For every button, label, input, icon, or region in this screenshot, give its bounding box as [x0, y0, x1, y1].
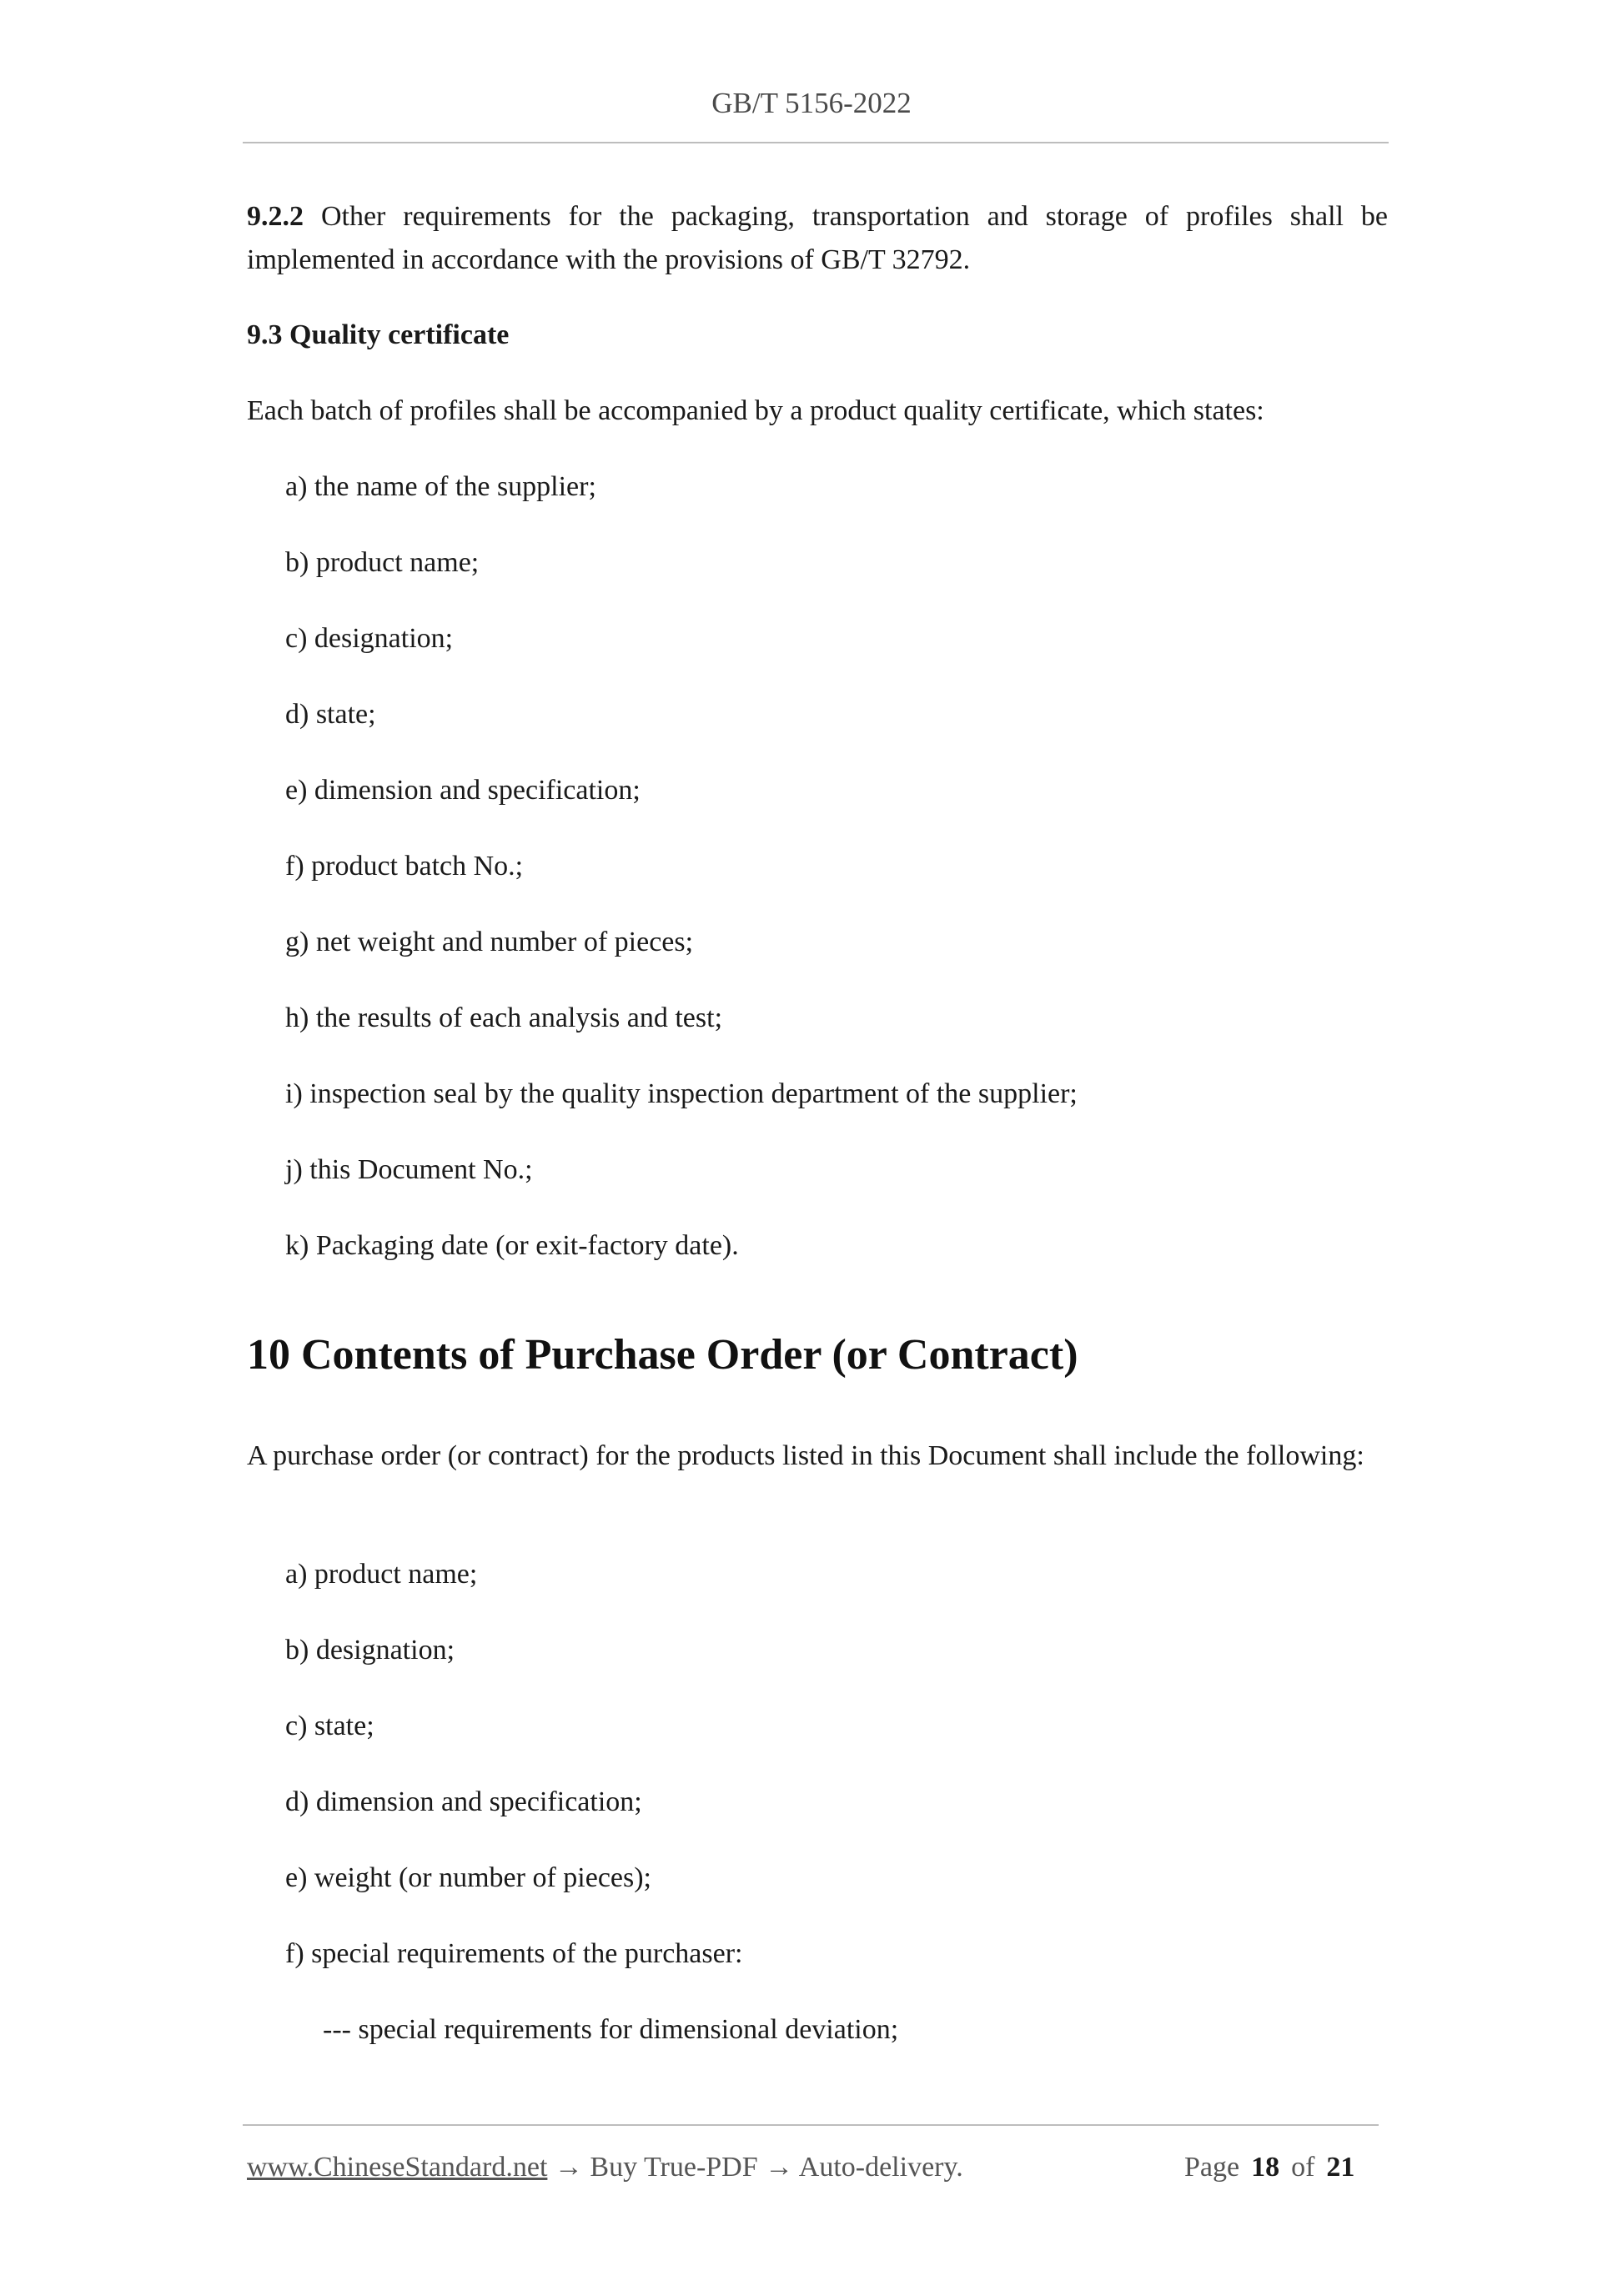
page-current: 18	[1251, 2152, 1280, 2183]
clause-number: 9.2.2	[247, 201, 304, 232]
list-item: c) state;	[285, 1711, 374, 1741]
auto-delivery-text: Auto-delivery.	[798, 2152, 963, 2183]
footer-rule	[243, 2124, 1379, 2126]
list-item: f) product batch No.;	[285, 851, 524, 882]
list-item: g) net weight and number of pieces;	[285, 927, 694, 957]
header-rule	[243, 142, 1389, 143]
arrow-right-icon: →	[554, 2152, 583, 2183]
list-item: a) the name of the supplier;	[285, 471, 596, 502]
list-item: b) designation;	[285, 1635, 455, 1665]
paragraph-10-intro: A purchase order (or contract) for the products listed in this Document shall include the following:	[247, 1440, 1364, 1471]
page-number	[1184, 2147, 1354, 2188]
sub-list-item: --- special requirements for dimensional deviation;	[323, 2014, 899, 2045]
list-item: j) this Document No.;	[285, 1154, 533, 1185]
list-item: e) weight (or number of pieces);	[285, 1862, 651, 1893]
clause-text: Other requirements for the packaging, transportation and storage of profiles shall be implemented in accordance with the provisions of GB/T 32792.	[247, 201, 1389, 275]
paragraph-9-3-intro: Each batch of profiles shall be accompanied by a product quality certificate, which states:	[247, 395, 1264, 426]
page-header-doc-id: GB/T 5156-2022	[711, 87, 912, 119]
list-item: c) designation;	[285, 623, 454, 654]
list-item: d) dimension and specification;	[285, 1786, 642, 1817]
list-item: e) dimension and specification;	[285, 775, 641, 806]
page-label: Page	[1184, 2152, 1240, 2183]
buy-true-pdf-text: Buy True-PDF	[590, 2152, 758, 2183]
of-label: of	[1291, 2152, 1315, 2183]
page-total: 21	[1326, 2152, 1355, 2183]
site-link[interactable]: www.ChineseStandard.net	[247, 2152, 548, 2183]
list-item: a) product name;	[285, 1559, 478, 1590]
list-item: b) product name;	[285, 547, 480, 578]
section-heading-10: 10 Contents of Purchase Order (or Contract)	[247, 1331, 1078, 1379]
list-item: k) Packaging date (or exit-factory date).	[285, 1230, 739, 1261]
list-item: h) the results of each analysis and test;	[285, 1002, 723, 1033]
list-item: d) state;	[285, 699, 376, 730]
list-item: i) inspection seal by the quality inspection department of the supplier;	[285, 1078, 1078, 1109]
section-heading-9-3: 9.3 Quality certificate	[247, 319, 510, 350]
list-item: f) special requirements of the purchaser:	[285, 1938, 743, 1969]
footer-links	[247, 2147, 963, 2188]
arrow-right-icon: →	[765, 2152, 794, 2183]
paragraph-9-2-2	[247, 195, 1388, 282]
